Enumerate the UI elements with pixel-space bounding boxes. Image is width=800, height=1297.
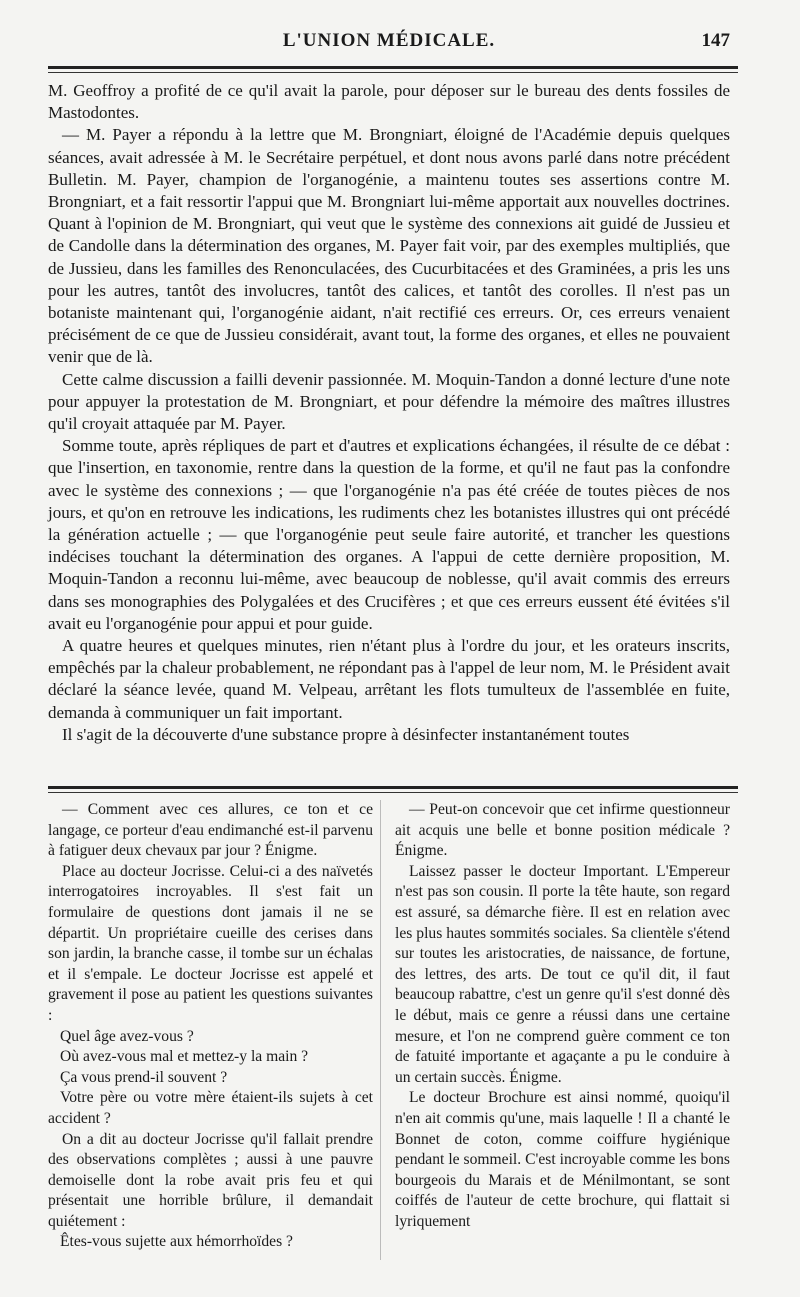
header-rule [48, 66, 738, 69]
column-divider [380, 800, 381, 1260]
feuilleton-paragraph: — Comment avec ces allures, ce ton et ce langage, ce porteur d'eau endimanché est-il parvenu à fatiguer deux chevaux par jour ? Énigme. [48, 801, 373, 860]
header-rule-thin [48, 72, 738, 73]
feuilleton-right-column [395, 800, 730, 1232]
feuilleton-rule [48, 786, 738, 789]
feuilleton-paragraph: Laissez passer le docteur Important. L'Empereur n'est pas son cousin. Il porte la tête haute, son regard est assuré, sa démarche fière. Il est en relation avec les plus hautes sommités sociales. Sa clientèle s'étend sur toutes les aristocraties, de naissance, de fortune, des lettres, des arts. De tout ce qu'il dit, il faut beaucoup rabattre, c'est un genre qu'il s'est donné dès le début, mais ce genre a réussi dans une certaine mesure, et l'on ne comprend guère comment ce ton de fatuité importante et agaçante a pu le conduire à un certain succès. Énigme. [395, 862, 730, 1086]
feuilleton-paragraph: On a dit au docteur Jocrisse qu'il fallait prendre des observations complètes ; aussi à une pauvre demoiselle dont la robe avait pris feu et qui présentait une horrible brûlure, il demandait quiétement : [48, 1130, 373, 1230]
question-line: Quel âge avez-vous ? [60, 1027, 194, 1045]
article-paragraph: M. Geoffroy a profité de ce qu'il avait la parole, pour déposer sur le bureau des dents fossiles de Mastodontes. [48, 81, 730, 123]
article-paragraph: — M. Payer a répondu à la lettre que M. Brongniart, éloigné de l'Académie depuis quelques séances, avait adressée à M. le Secrétaire perpétuel, et dont nous avons parlé dans notre précédent Bulletin. M. Payer, champion de l'organogénie, a maintenu toutes ses assertions contre M. Brongniart, et a fait ressortir l'appui que M. Brongniart lui-même apportait aux nouvelles doctrines. Quant à l'opinion de M. Brongniart, qui veut que le système des connexions ait guidé de Jussieu et de Candolle dans la détermination des organes, M. Payer fait voir, par des exemples multipliés, que de Jussieu, dans les familles des Renonculacées, des Cucurbitacées et des Graminées, a pris les uns pour les autres, tantôt des involucres, tantôt des calices, et tantôt des corolles. Il n'est pas un botaniste maintenant qui, l'organogénie aidant, n'ait rectifié ces erreurs. Or, ces erreurs venaient précisément de ce que de Jussieu considérait, avant tout, la forme des organes, et elles ne pouvaient venir que de là. [48, 125, 730, 367]
page-header [48, 30, 730, 62]
main-article [48, 80, 730, 746]
question-line: Ça vous prend-il souvent ? [60, 1068, 228, 1086]
page-number: 147 [701, 30, 730, 51]
feuilleton-paragraph: Le docteur Brochure est ainsi nommé, quoiqu'il n'en ait commis qu'une, mais laquelle ! Il a chanté le Bonnet de coton, comme coiffure hygiénique pendant le sommeil. C'est incroyable comme les bons bourgeois du Marais et de Ménilmontant, se sont coiffés de l'auteur de cette brochure, qui flattait si lyriquement [395, 1089, 730, 1230]
feuilleton-paragraph: — Peut-on concevoir que cet infirme questionneur ait acquis une belle et bonne position médicale ? Énigme. [395, 801, 730, 860]
feuilleton-paragraph: Place au docteur Jocrisse. Celui-ci a des naïvetés interrogatoires incroyables. Il s'est fait un formulaire de questions dont jamais il ne se départit. Un propriétaire cueille des cerises dans son jardin, la branche casse, il tombe sur un échalas et il s'empale. Le docteur Jocrisse est appelé et gravement il pose au patient les questions suivantes : [48, 862, 373, 1024]
feuilleton-rule-thin [48, 792, 738, 793]
article-paragraph: A quatre heures et quelques minutes, rien n'étant plus à l'ordre du jour, et les orateurs inscrits, empêchés par la chaleur probablement, ne répondant pas à l'appel de leur nom, M. le Président avait déclaré la séance levée, quand M. Velpeau, arrêtant les flots tumulteux de l'assemblée en fuite, demanda à communiquer un fait important. [48, 636, 730, 722]
question-line: Êtes-vous sujette aux hémorrhoïdes ? [60, 1233, 293, 1251]
question-line: Votre père ou votre mère étaient-ils sujets à cet accident ? [48, 1089, 373, 1127]
article-paragraph: Il s'agit de la découverte d'une substance propre à désinfecter instantanément toutes [62, 724, 630, 744]
journal-title: L'UNION MÉDICALE. [282, 30, 496, 51]
feuilleton-left-column [48, 800, 373, 1253]
article-paragraph: Cette calme discussion a failli devenir passionnée. M. Moquin-Tandon a donné lecture d'une note pour appuyer la protestation de M. Brongniart, et pour défendre la mémoire des maîtres illustres qu'il croyait attaquée par M. Payer. [48, 369, 730, 434]
question-line: Où avez-vous mal et mettez-y la main ? [60, 1048, 309, 1066]
article-paragraph: Somme toute, après répliques de part et d'autres et explications échangées, il résulte de ce débat : que l'insertion, en taxonomie, rentre dans la question de la forme, et qu'il ne faut pas la confondre avec le système des connexions ; — que l'organogénie n'a pas été créée de toutes pièces de nos jours, et qu'on en retrouve les indications, les rudiments chez les botanistes illustres qui ont précédé la génération actuelle ; — que l'organogénie peut seule faire autorité, et trancher les questions indécises touchant la détermination des organes. A l'appui de cette dernière proposition, M. Moquin-Tandon a reconnu lui-même, avec beaucoup de noblesse, qu'il avait commis des erreurs dans ses monographies des Polygalées et des Crucifères ; et que ces erreurs eussent été évitées s'il avait eu l'organogénie pour appui et pour guide. [48, 436, 730, 633]
